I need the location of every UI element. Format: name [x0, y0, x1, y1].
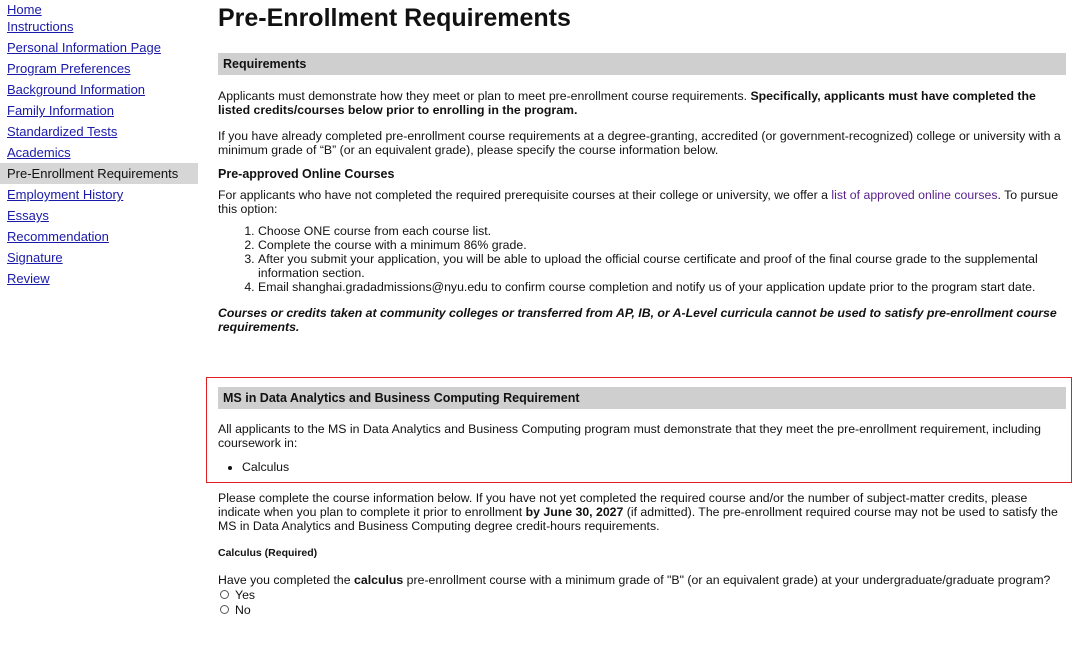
yes-option[interactable]	[218, 587, 1066, 602]
community-college-note: Courses or credits taken at community colleges or transferred from AP, IB, or A-Level curricula cannot be used to satisfy pre-enrollment course requirements.	[218, 306, 1057, 334]
ms-requirement-paragraph: All applicants to the MS in Data Analytics and Business Computing program must demonstrate that they meet the pre-enrollment requirement, including coursework in:	[218, 422, 1041, 450]
online-courses-text-after: . To pursue this option:	[218, 188, 1059, 216]
sidebar-item-signature[interactable]: Signature	[7, 250, 63, 265]
sidebar-item-instructions[interactable]: Instructions	[7, 19, 74, 34]
main-content	[218, 0, 1066, 334]
calculus-required-label: Calculus (Required)	[218, 547, 318, 559]
question-bold-text: calculus	[354, 573, 404, 587]
ms-requirement-section	[218, 387, 1066, 474]
deadline-text: by June 30, 2027	[525, 505, 624, 519]
intro-bold-text: Specifically, applicants must have completed the listed credits/courses below prior to enrolling in the program.	[218, 89, 1036, 117]
sidebar-item-standardized-tests[interactable]: Standardized Tests	[7, 124, 118, 139]
info-text-after: (if admitted). The pre-enrollment required course may not be used to satisfy the MS in Data Analytics and Business Computing degree credit-hours requirements.	[218, 505, 1058, 533]
yes-radio[interactable]	[220, 590, 229, 599]
course-information-paragraph	[218, 491, 1066, 533]
intro-text: Applicants must demonstrate how they meet or plan to meet pre-enrollment course requirements.	[218, 89, 751, 103]
sidebar-item-pre-enrollment-requirements[interactable]: Pre-Enrollment Requirements	[0, 163, 198, 184]
list-item: 3. After you submit your application, you will be able to upload the official course certificate and proof of the final course grade to the supplemental information section.	[258, 252, 1066, 280]
completed-requirements-paragraph: If you have already completed pre-enrollment course requirements at a degree-granting, accredited (or government-recognized) college or university with a minimum grade of “B” (or an equivalent grade), please specify the course information below.	[218, 129, 1061, 157]
page-title: Pre-Enrollment Requirements	[218, 4, 571, 32]
sidebar-item-background-information[interactable]: Background Information	[7, 82, 146, 97]
sidebar-item-recommendation[interactable]: Recommendation	[7, 229, 109, 244]
sidebar-nav	[0, 0, 198, 289]
approved-online-courses-link[interactable]: list of approved online courses	[831, 188, 998, 202]
list-item: • Calculus	[242, 460, 1066, 474]
online-courses-text: For applicants who have not completed the required prerequisite courses at their college or university, we offer a	[218, 188, 832, 202]
no-radio[interactable]	[220, 605, 229, 614]
sidebar-item-academics[interactable]: Academics	[7, 145, 71, 160]
sidebar-item-essays[interactable]: Essays	[7, 208, 49, 223]
sidebar-item-personal-information[interactable]: Personal Information Page	[7, 40, 161, 55]
question-text-after: pre-enrollment course with a minimum grade of "B" (or an equivalent grade) at your undergraduate/graduate program?	[403, 573, 1051, 587]
sidebar-item-program-preferences[interactable]: Program Preferences	[7, 61, 131, 76]
list-item: 4. Email shanghai.gradadmissions@nyu.edu to confirm course completion and notify us of your application update prior to the program start date.	[258, 280, 1066, 294]
sidebar-item-home[interactable]: Home	[7, 2, 42, 17]
sidebar-item-family-information[interactable]: Family Information	[7, 103, 114, 118]
online-courses-paragraph	[218, 188, 1066, 216]
online-courses-heading: Pre-approved Online Courses	[218, 167, 395, 181]
yes-label: Yes	[235, 587, 256, 602]
list-item: 1. Choose ONE course from each course list.	[258, 224, 1066, 238]
intro-paragraph	[218, 89, 1066, 117]
no-option[interactable]	[218, 602, 1066, 617]
no-label: No	[235, 602, 251, 617]
course-information-section	[218, 491, 1066, 617]
required-courses-list	[218, 460, 1066, 474]
sidebar-item-review[interactable]: Review	[7, 271, 50, 286]
question-text: Have you completed the	[218, 573, 355, 587]
requirements-section-header: Requirements	[218, 53, 1066, 75]
steps-list	[218, 224, 1066, 294]
ms-requirement-header: MS in Data Analytics and Business Computing Requirement	[218, 387, 1066, 409]
list-item: 2. Complete the course with a minimum 86% grade.	[258, 238, 1066, 252]
calculus-question	[218, 573, 1066, 587]
sidebar-item-employment-history[interactable]: Employment History	[7, 187, 124, 202]
info-text: Please complete the course information below. If you have not yet completed the required course and/or the number of subject-matter credits, please indicate when you plan to complete it prior to enrollment	[218, 491, 1028, 519]
